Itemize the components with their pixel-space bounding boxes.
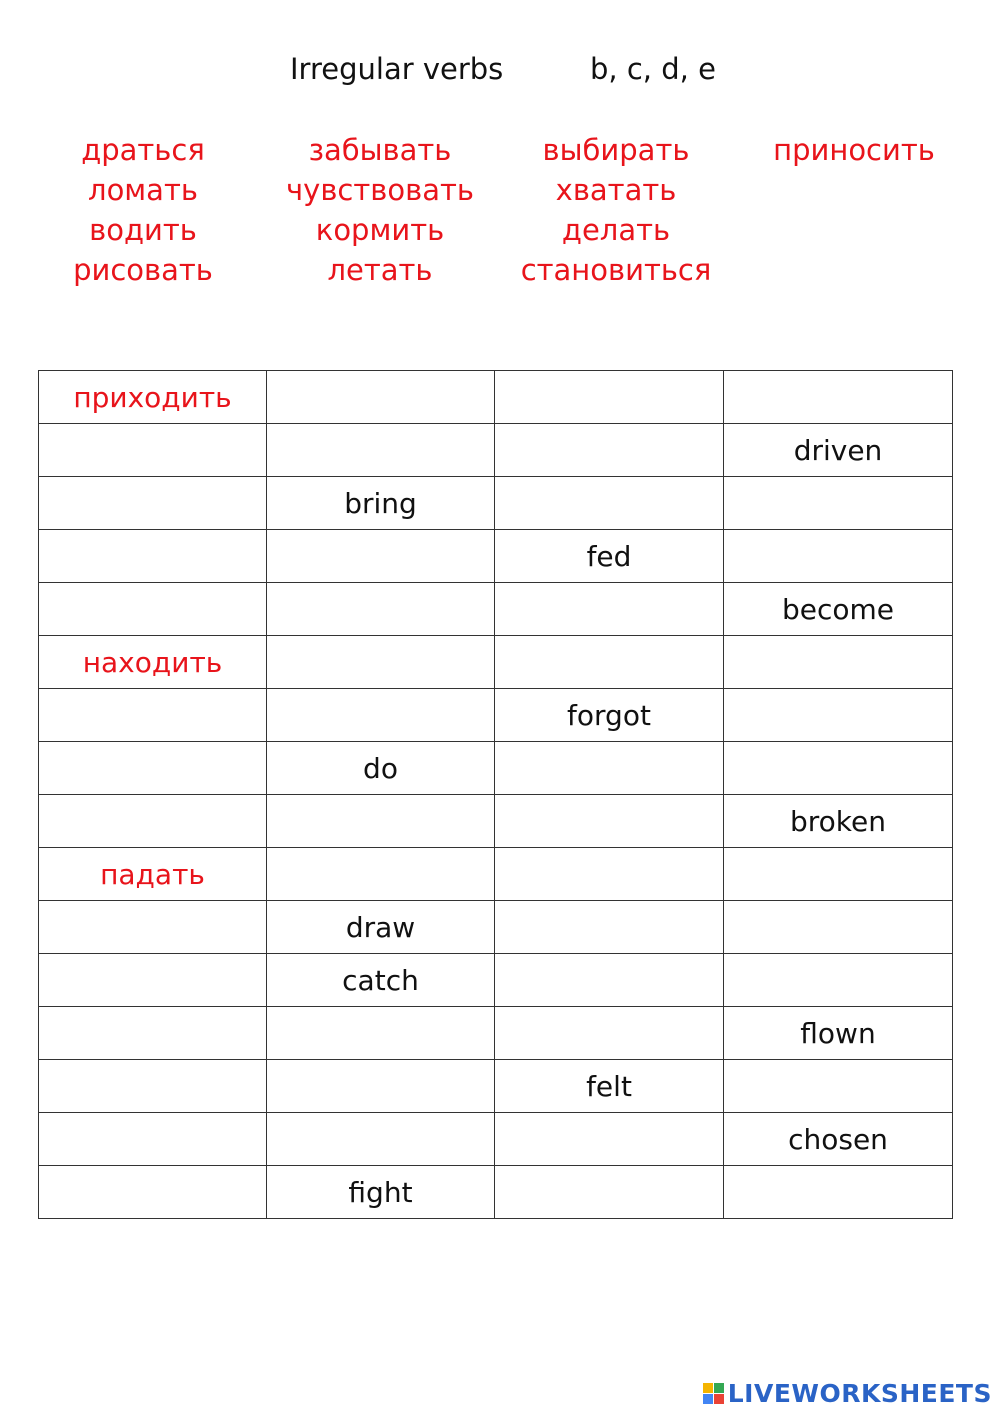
table-cell: forgot — [495, 689, 724, 742]
answer-cell[interactable] — [724, 371, 953, 424]
answer-cell[interactable] — [39, 742, 267, 795]
word-bank-column-4 — [764, 130, 944, 170]
answer-cell[interactable] — [495, 742, 724, 795]
answer-cell[interactable] — [495, 583, 724, 636]
word-bank-item: приносить — [773, 133, 935, 167]
answer-cell[interactable] — [724, 636, 953, 689]
table-cell: падать — [39, 848, 267, 901]
answer-cell[interactable] — [495, 424, 724, 477]
table-cell: driven — [724, 424, 953, 477]
word-bank-item: чувствовать — [286, 173, 474, 207]
answer-cell[interactable] — [39, 954, 267, 1007]
table-cell: catch — [267, 954, 495, 1007]
table-row — [39, 1113, 953, 1166]
word-bank-item: кормить — [315, 213, 445, 247]
answer-cell[interactable] — [39, 1060, 267, 1113]
answer-cell[interactable] — [39, 477, 267, 530]
answer-cell[interactable] — [495, 901, 724, 954]
answer-cell[interactable] — [267, 848, 495, 901]
word-bank-item: драться — [81, 133, 205, 167]
table-row — [39, 530, 953, 583]
answer-cell[interactable] — [39, 530, 267, 583]
table-cell: broken — [724, 795, 953, 848]
answer-cell[interactable] — [495, 1007, 724, 1060]
logo-blocks-icon — [703, 1383, 724, 1404]
answer-cell[interactable] — [39, 901, 267, 954]
answer-cell[interactable] — [267, 1113, 495, 1166]
answer-cell[interactable] — [724, 848, 953, 901]
word-bank-item: ломать — [88, 173, 198, 207]
table-row — [39, 1060, 953, 1113]
table-row — [39, 636, 953, 689]
table-row — [39, 424, 953, 477]
table-cell: bring — [267, 477, 495, 530]
word-bank-item: выбирать — [542, 133, 690, 167]
word-bank-item: забывать — [308, 133, 452, 167]
answer-cell[interactable] — [495, 371, 724, 424]
answer-cell[interactable] — [724, 901, 953, 954]
worksheet-title: Irregular verbs — [290, 52, 504, 86]
answer-cell[interactable] — [39, 1113, 267, 1166]
answer-cell[interactable] — [724, 1060, 953, 1113]
answer-cell[interactable] — [495, 477, 724, 530]
table-cell: fight — [267, 1166, 495, 1219]
table-row — [39, 954, 953, 1007]
table-row — [39, 689, 953, 742]
answer-cell[interactable] — [39, 795, 267, 848]
word-bank-column-2 — [275, 130, 485, 290]
word-bank-column-1 — [58, 130, 228, 290]
table-cell: fed — [495, 530, 724, 583]
table-row — [39, 848, 953, 901]
answer-cell[interactable] — [267, 371, 495, 424]
answer-cell[interactable] — [724, 477, 953, 530]
table-row — [39, 1166, 953, 1219]
answer-cell[interactable] — [267, 530, 495, 583]
table-cell: become — [724, 583, 953, 636]
table-row — [39, 1007, 953, 1060]
answer-cell[interactable] — [267, 689, 495, 742]
table-row — [39, 795, 953, 848]
table-row — [39, 371, 953, 424]
table-cell: находить — [39, 636, 267, 689]
verb-forms-table — [38, 370, 953, 1219]
answer-cell[interactable] — [267, 1007, 495, 1060]
word-bank-item: делать — [561, 213, 671, 247]
table-cell: приходить — [39, 371, 267, 424]
answer-cell[interactable] — [39, 1166, 267, 1219]
answer-cell[interactable] — [495, 954, 724, 1007]
answer-cell[interactable] — [267, 583, 495, 636]
answer-cell[interactable] — [39, 1007, 267, 1060]
answer-cell[interactable] — [267, 636, 495, 689]
answer-cell[interactable] — [39, 424, 267, 477]
answer-cell[interactable] — [267, 1060, 495, 1113]
answer-cell[interactable] — [267, 795, 495, 848]
table-cell: felt — [495, 1060, 724, 1113]
word-bank-column-3 — [510, 130, 722, 290]
table-row — [39, 477, 953, 530]
answer-cell[interactable] — [495, 848, 724, 901]
worksheet-letters: b, c, d, e — [590, 52, 716, 86]
answer-cell[interactable] — [724, 742, 953, 795]
table-row — [39, 583, 953, 636]
answer-cell[interactable] — [267, 424, 495, 477]
word-bank-item: рисовать — [73, 253, 213, 287]
answer-cell[interactable] — [724, 954, 953, 1007]
answer-cell[interactable] — [495, 1166, 724, 1219]
answer-cell[interactable] — [724, 689, 953, 742]
table-row — [39, 901, 953, 954]
answer-cell[interactable] — [724, 530, 953, 583]
table-cell: flown — [724, 1007, 953, 1060]
table-cell: draw — [267, 901, 495, 954]
word-bank-item: летать — [327, 253, 433, 287]
table-cell: chosen — [724, 1113, 953, 1166]
answer-cell[interactable] — [495, 1113, 724, 1166]
logo-text: LIVEWORKSHEETS — [727, 1378, 992, 1408]
answer-cell[interactable] — [495, 636, 724, 689]
word-bank-item: хватать — [555, 173, 677, 207]
table-cell: do — [267, 742, 495, 795]
table-row — [39, 742, 953, 795]
liveworksheets-logo — [703, 1379, 992, 1407]
answer-cell[interactable] — [39, 689, 267, 742]
word-bank-item: водить — [89, 213, 197, 247]
word-bank-item: становиться — [520, 253, 712, 287]
answer-cell[interactable] — [495, 795, 724, 848]
answer-cell[interactable] — [724, 1166, 953, 1219]
answer-cell[interactable] — [39, 583, 267, 636]
